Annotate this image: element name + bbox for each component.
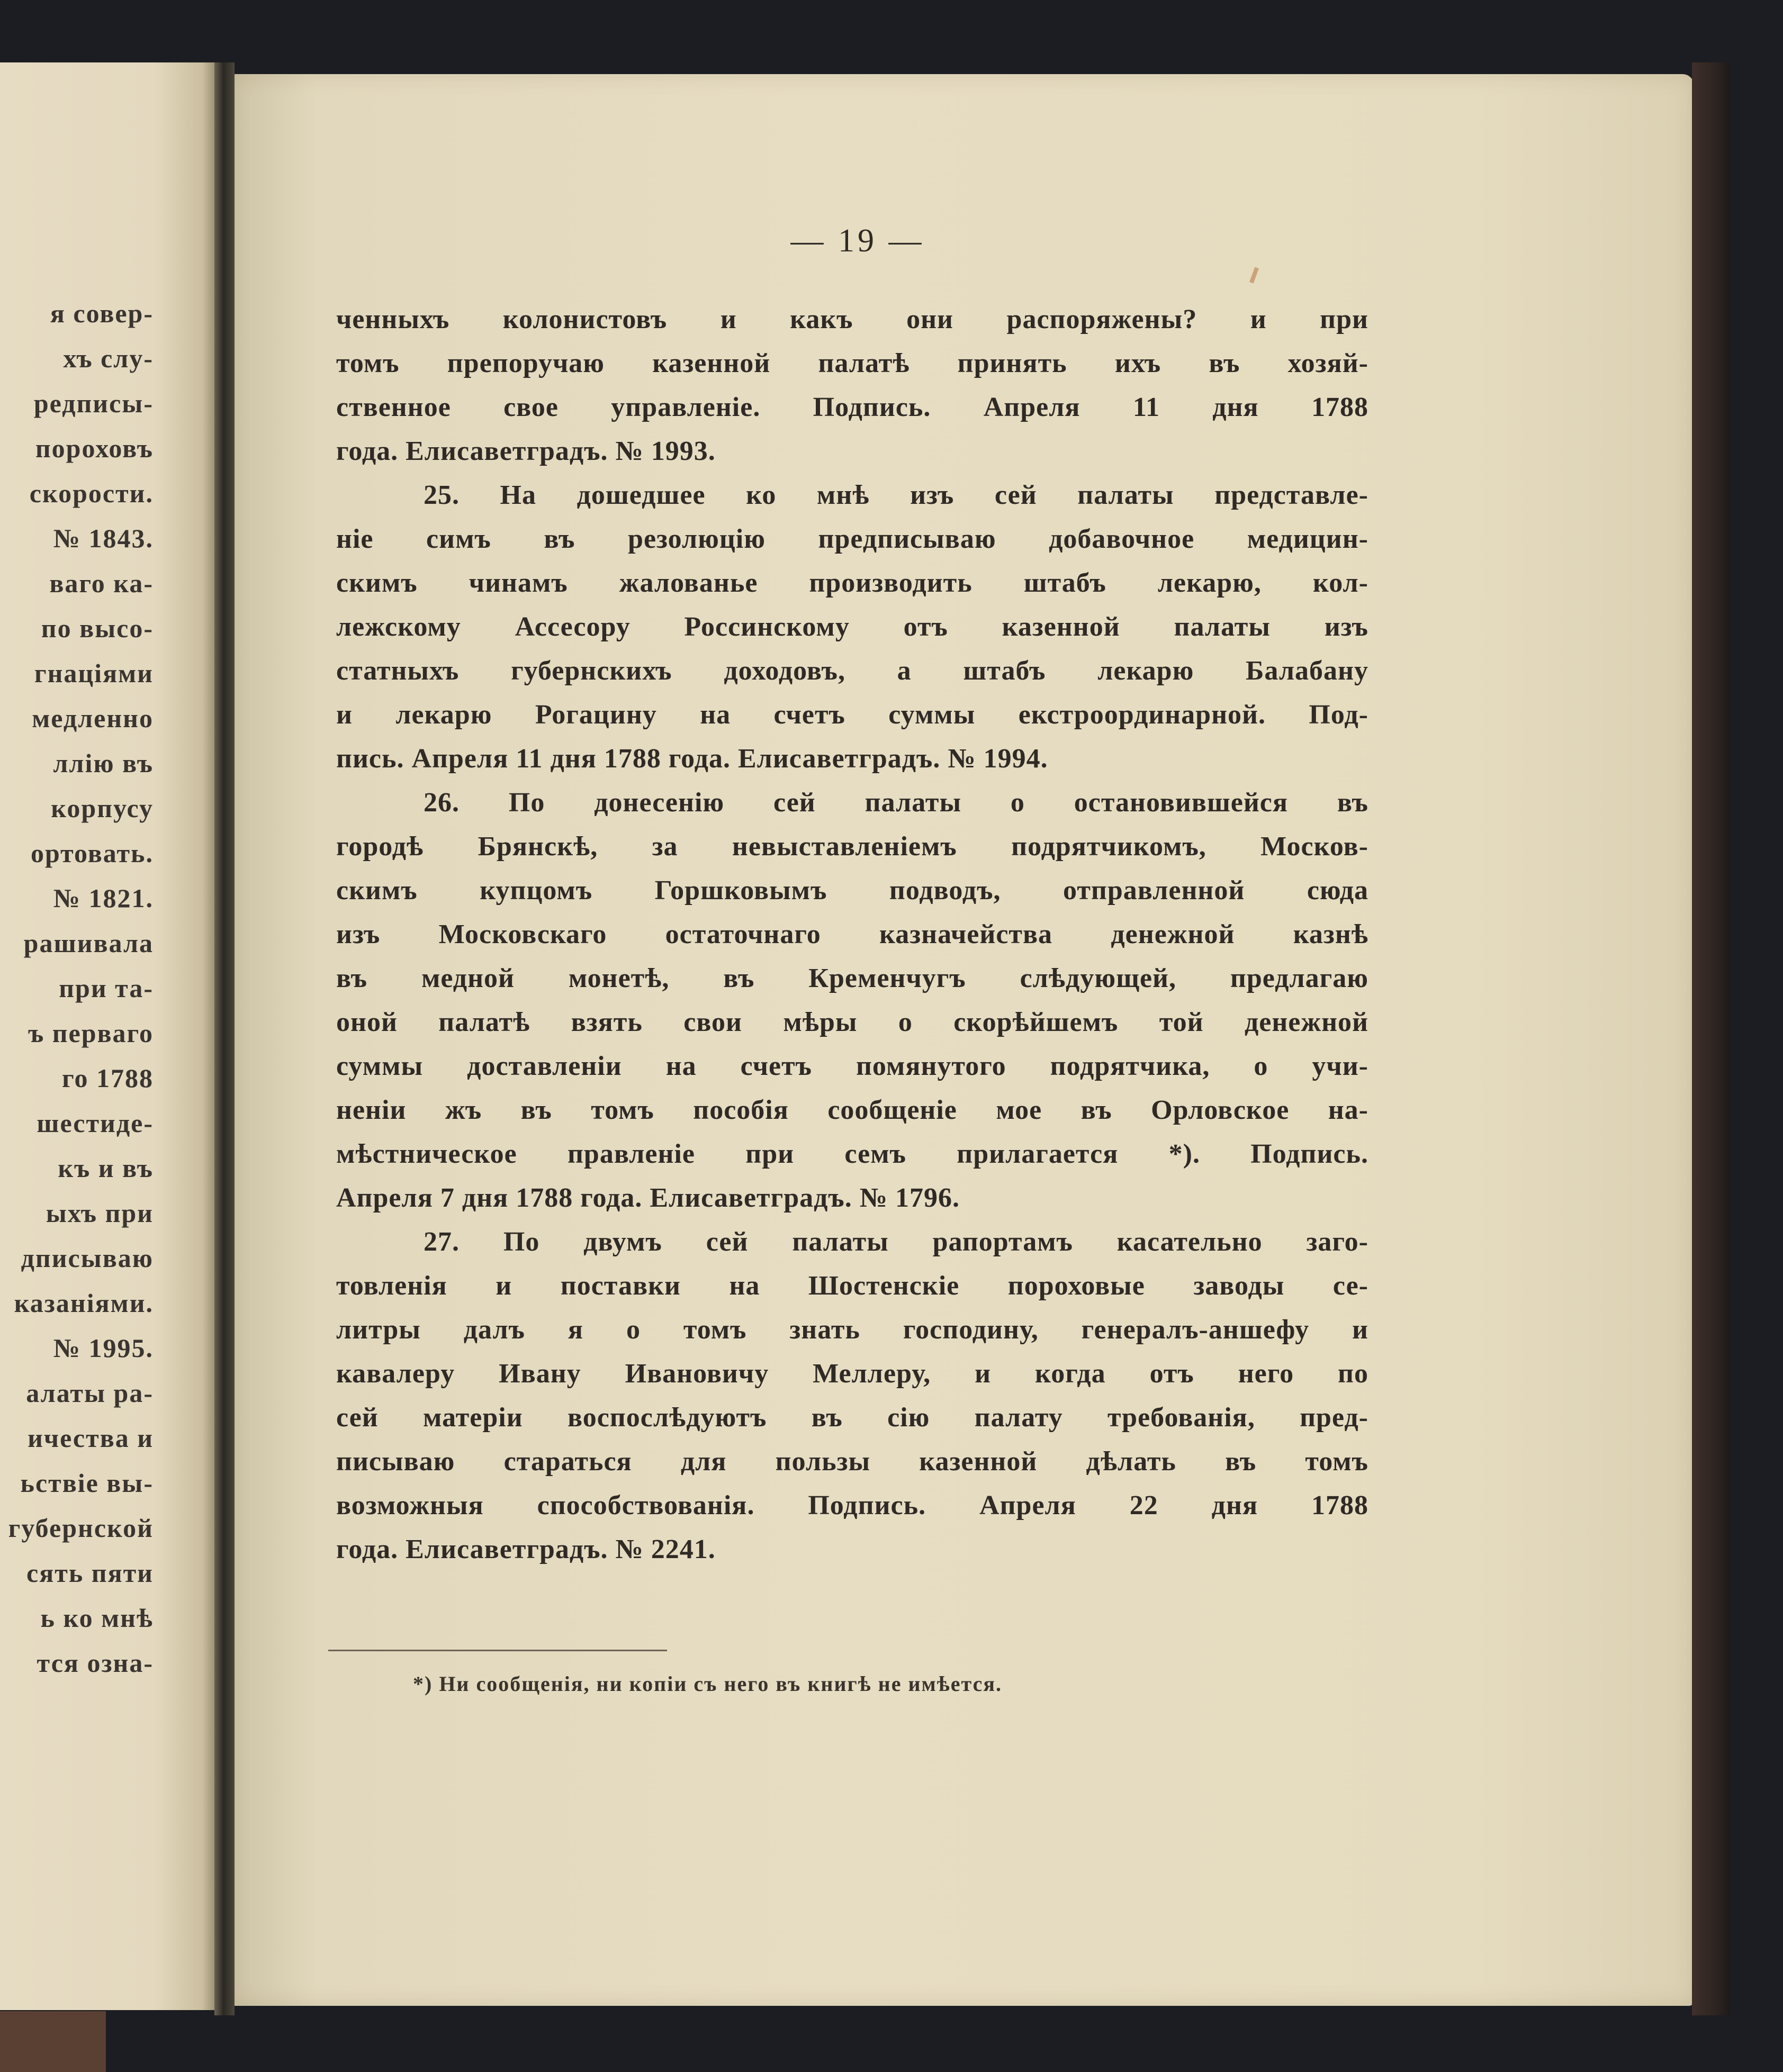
text-line: томъ препоручаю казенной палатѣ принять ихъ въ хозяй- [336, 348, 1368, 378]
footnote: *) Ни сообщенія, ни копіи съ него въ книгѣ не имѣется. [413, 1672, 1003, 1696]
text-line: писываю стараться для пользы казенной дѣлать въ томъ [336, 1446, 1368, 1477]
text-line: Апреля 7 дня 1788 года. Елисаветградъ. № 1796. [336, 1183, 960, 1213]
left-page-line: я совер- [50, 298, 154, 328]
left-page-line: № 1821. [53, 883, 154, 913]
text-line: въ медной монетѣ, въ Кременчугъ слѣдующей, предлагаю [336, 963, 1368, 993]
book-gutter [214, 62, 235, 2015]
paragraph [336, 473, 1368, 781]
left-page-line: ллію въ [53, 748, 154, 778]
text-line: 26. По донесенію сей палаты о остановившейся въ [424, 788, 1368, 818]
text-line: возможныя способствованія. Подпись. Апреля 22 дня 1788 [336, 1490, 1368, 1521]
left-page-line: ъ перваго [28, 1018, 154, 1048]
footnote-rule [328, 1650, 667, 1651]
text-line: неніи жъ въ томъ пособія сообщеніе мое въ Орловское на- [336, 1095, 1368, 1125]
left-page-line: ортовать. [30, 838, 154, 868]
text-line: скимъ купцомъ Горшковымъ подводъ, отправленной сюда [336, 875, 1368, 906]
text-line: городѣ Брянскѣ, за невыставленіемъ подрятчикомъ, Москов- [336, 831, 1368, 862]
left-page-line: рашивала [23, 928, 154, 958]
left-page-line: ьствіе вы- [20, 1468, 154, 1498]
text-line: изъ Московскаго остаточнаго казначейства денежной казнѣ [336, 919, 1368, 949]
text-line: лежскому Ассесору Россинскому отъ казенной палаты изъ [336, 612, 1368, 642]
left-page-line: скорости. [29, 478, 154, 508]
paragraph [336, 781, 1368, 1220]
text-line: пись. Апреля 11 дня 1788 года. Елисаветградъ. № 1994. [336, 744, 1048, 774]
text-line: года. Елисаветградъ. № 1993. [336, 436, 716, 466]
text-line: кавалеру Ивану Ивановичу Меллеру, и когда отъ него по [336, 1359, 1368, 1389]
left-page-line: медленно [32, 703, 154, 733]
text-line: сей матеріи воспослѣдуютъ въ сію палату требованія, пред- [336, 1403, 1368, 1433]
left-page-line: редписы- [33, 388, 154, 418]
text-line: литры далъ я о томъ знать господину, генералъ-аншефу и [336, 1315, 1368, 1345]
right-cover-edge [1692, 62, 1730, 2015]
text-line: скимъ чинамъ жалованье производить штабъ лекарю, кол- [336, 568, 1368, 598]
left-page-line: тся озна- [37, 1648, 154, 1678]
text-line: суммы доставленіи на счетъ помянутого подрятчика, о учи- [336, 1051, 1368, 1081]
text-line: мѣстническое правленіе при семъ прилагается *). Подпись. [336, 1139, 1368, 1169]
left-page-line: шестиде- [37, 1108, 154, 1138]
page-number: — 19 — [790, 223, 925, 259]
left-page-line: казаніями. [14, 1288, 154, 1318]
paragraph [336, 1220, 1368, 1571]
text-line: ственное свое управленіе. Подпись. Апреля 11 дня 1788 [336, 392, 1368, 422]
left-page-line: го 1788 [62, 1063, 154, 1093]
left-cover-edge [0, 2011, 106, 2072]
left-page-line: № 1843. [53, 523, 154, 553]
left-page-line: хъ слу- [63, 343, 154, 373]
paragraph [336, 297, 1368, 473]
left-page-line: по высо- [41, 613, 154, 643]
text-line: статныхъ губернскихъ доходовъ, а штабъ лекарю Балабану [336, 656, 1368, 686]
left-page-line: дписываю [21, 1243, 154, 1273]
text-line: оной палатѣ взять свои мѣры о скорѣйшемъ той денежной [336, 1007, 1368, 1037]
text-line: ченныхъ колонистовъ и какъ они распоряжены? и при [336, 304, 1368, 334]
left-page-line: № 1995. [53, 1333, 154, 1363]
text-line: 25. На дошедшее ко мнѣ изъ сей палаты представле- [424, 480, 1368, 510]
page-body-text [336, 297, 1368, 1571]
left-page-line: алаты ра- [26, 1378, 154, 1408]
left-page-line: губернской [8, 1513, 154, 1543]
text-line: 27. По двумъ сей палаты рапортамъ касательно заго- [424, 1227, 1368, 1257]
left-page-text [0, 291, 154, 1686]
text-line: товленія и поставки на Шостенскіе пороховые заводы се- [336, 1271, 1368, 1301]
left-page-line: сять пяти [26, 1558, 154, 1588]
left-page-line: ыхъ при [46, 1198, 154, 1228]
left-page-line: при та- [59, 973, 154, 1003]
left-page-line: ваго ка- [49, 568, 154, 598]
left-page-line: пороховъ [35, 433, 154, 463]
left-page-line: гнаціями [34, 658, 154, 688]
left-page-line: къ и въ [58, 1153, 154, 1183]
left-page-line: ь ко мнѣ [40, 1603, 154, 1633]
text-line: и лекарю Рогацину на счетъ суммы екстроординарной. Под- [336, 700, 1368, 730]
text-line: ніе симъ въ резолюцію предписываю добавочное медицин- [336, 524, 1368, 554]
left-page-line: ичества и [28, 1423, 154, 1453]
left-page [0, 62, 220, 2010]
left-page-line: корпусу [51, 793, 154, 823]
text-line: года. Елисаветградъ. № 2241. [336, 1534, 716, 1564]
